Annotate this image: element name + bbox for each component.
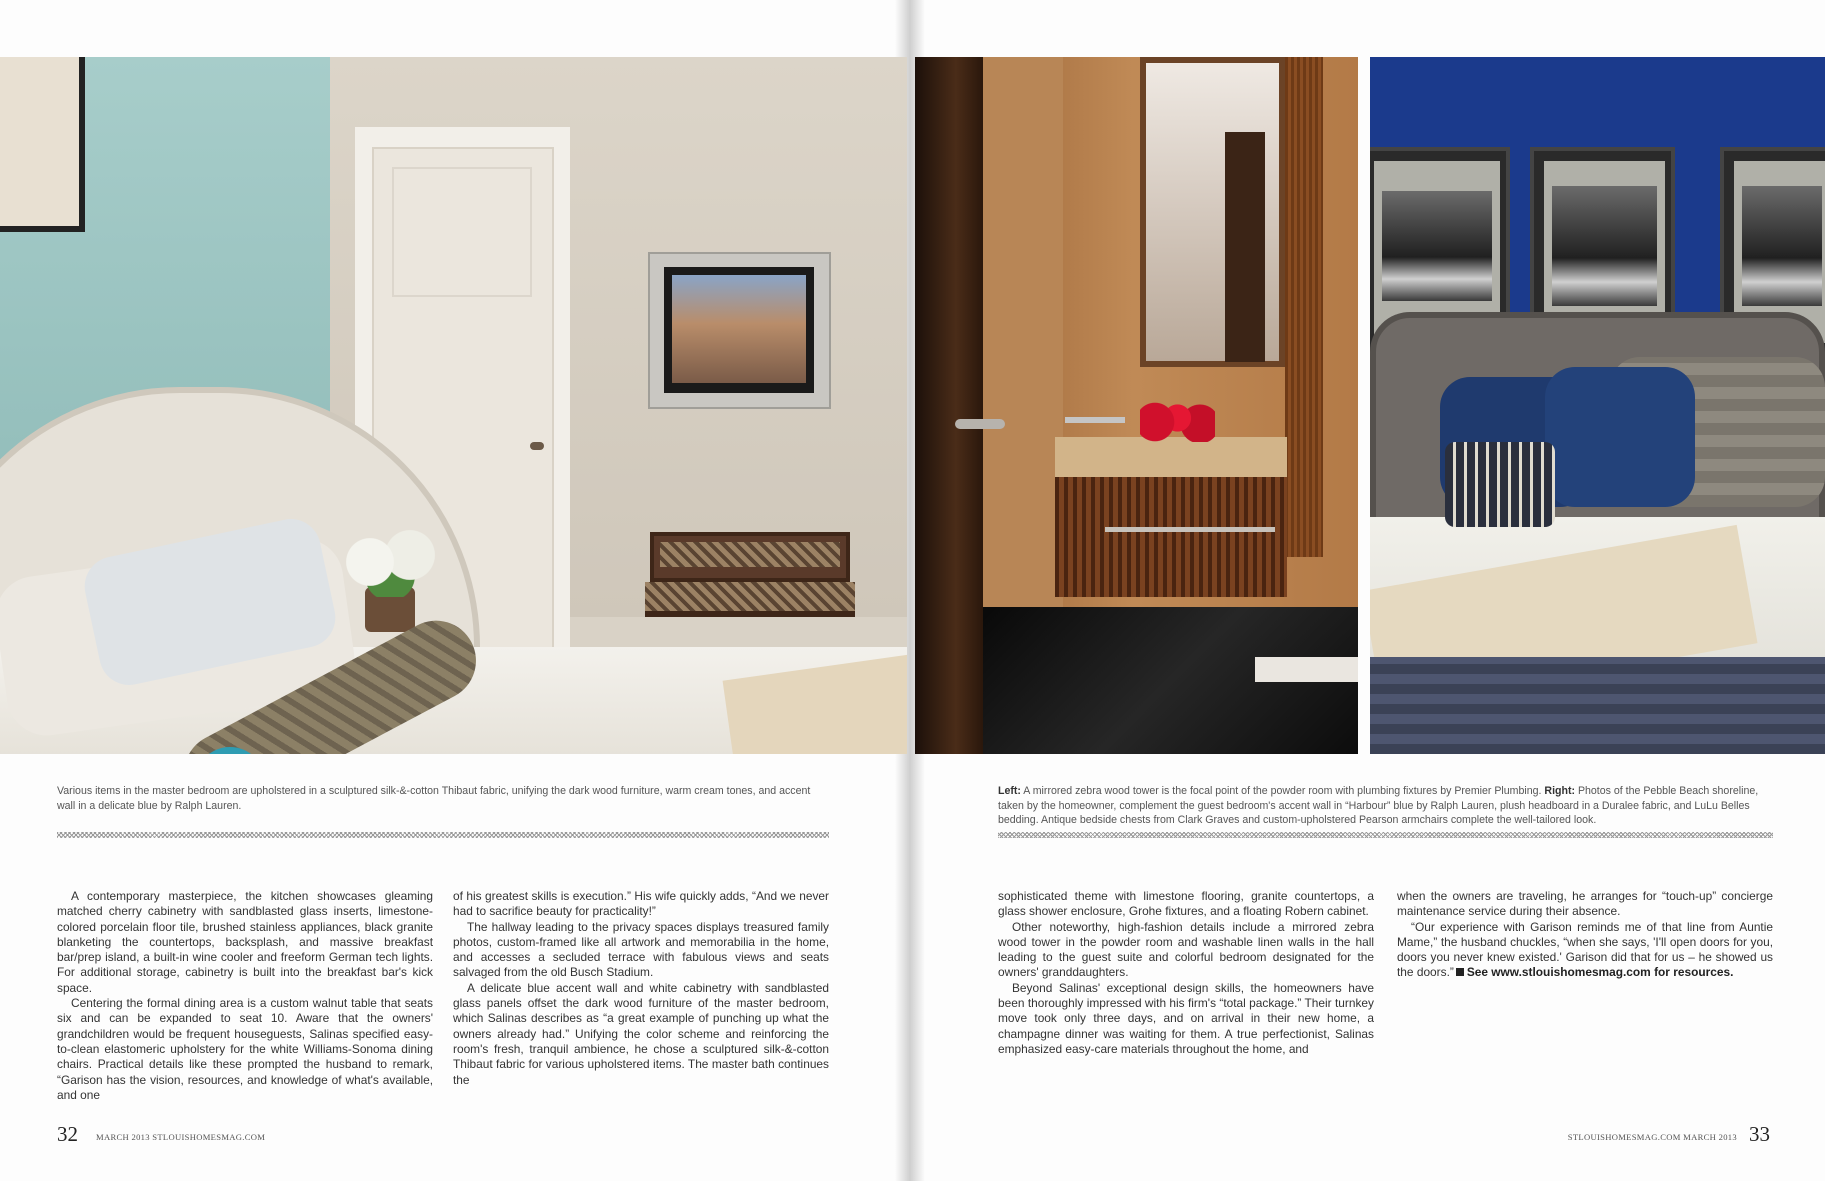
paragraph-text: “Our experience with Garison reminds me of that line from Auntie Mame,” the husband chuckles, “when she says, 'I'll open doors for you, doors you never knew existed.' Garison did that for us – he showed us the doors.” [1397,919,1773,980]
door-panel [392,167,532,297]
body-column-4 [1397,889,1773,981]
body-column-3 [998,889,1374,1057]
bench-seat [645,582,855,617]
caption-left: Various items in the master bedroom are upholstered in a sculptured silk-&-cotton Thibaut fabric, unifying the dark wood furniture, warm cream tones, and accent wall in a delicate blue by Ralph Lauren. [57,785,811,812]
zebra-wood-tower [1285,57,1323,557]
decorative-rule-right [998,832,1773,838]
striped-pillow [1445,442,1555,527]
caption-right [998,784,1773,828]
faucet [1065,417,1125,423]
paragraph: Other noteworthy, high-fashion details include a mirrored zebra wood tower in the powder room and washable linen walls in the hall leading to the guest suite and colorful bedroom designated for the owners' granddaughters. [998,919,1374,980]
resources-link[interactable]: See www.stlouishomesmag.com for resources. [1466,965,1734,980]
mirror-reflection-door [1225,132,1265,362]
page-number-left: 32 [57,1122,78,1146]
flowers [340,527,440,597]
door-knob [530,442,544,450]
vanity [1055,477,1287,597]
caption-text-left: A mirrored zebra wood tower is the focal point of the powder room with plumbing fixtures by Premier Plumbing. [1020,785,1545,797]
paragraph-final [1397,920,1773,981]
paragraph: Beyond Salinas' exceptional design skills, the homeowners have been thoroughly impressed with his firm's “total package.” Their turnkey move took only three days, and on arrival in their new home, a champagne dinner was waiting for them. A true perfectionist, Salinas emphasized easy-care materials throughout the home, and [998,980,1374,1056]
paragraph: The hallway leading to the privacy spaces displays treasured family photos, custom-framed like all artwork and memorabilia in the home, and accesses a secluded terrace with fabulous views and seats salvaged from the old Busch Stadium. [453,919,829,980]
baseboard [1255,657,1358,682]
decorative-rule-left [57,832,829,838]
red-roses [1140,402,1215,442]
paragraph: A contemporary masterpiece, the kitchen showcases gleaming matched cherry cabinetry with sandblasted glass inserts, limestone-colored porcelain floor tile, brushed stainless appliances, black granite blanketing the countertops, backsplash, and massive breakfast bar/prep island, a built-in wine cooler and freeform German tech lights. For additional storage, cabinetry is built into the breakfast bar's kick space. [57,889,433,995]
wall-art-left [0,57,85,232]
guest-bedroom-photo [1370,57,1825,754]
page-number-right: 33 [1749,1122,1770,1146]
powder-room-photo [915,57,1358,754]
folio-text-right: STLOUISHOMESMAG.COM MARCH 2013 [1567,1132,1737,1142]
open-door [915,57,983,754]
master-bedroom-photo [0,57,907,754]
folio-text-left: MARCH 2013 STLOUISHOMESMAG.COM [96,1132,266,1142]
door-handle [955,419,1005,429]
paragraph: sophisticated theme with limestone flooring, granite countertops, a glass shower enclosure, Grohe fixtures, and a floating Robern cabinet. [998,889,1374,919]
towel-bar [1105,527,1275,532]
caption-label-right: Right: [1544,785,1576,797]
caption-text-right: Photos of the Pebble Beach shoreline, taken by the homeowner, complement the guest bedroom's accent wall in “Harbour” blue by Ralph Lauren, plush headboard in a Duralee fabric, and LuLu Belles bedding. Antique bedside chests from Clark Graves and custom-upholstered Pearson armchairs complete the well-tailored look. [998,785,1759,826]
body-column-1 [57,889,433,1103]
side-wall [983,57,1063,677]
paragraph: Centering the formal dining area is a custom walnut table that seats six and can be expanded to seat 10. Aware that the owners' grandchildren would be frequent houseguests, Salinas specified easy-to-clean elastomeric upholstery for the white Williams-Sonoma dining chairs. Practical details like these prompted the husband to remark, “Garison has the vision, resources, and knowledge of what's available, and one [57,996,433,1102]
paragraph: of his greatest skills is execution.” His wife quickly adds, “And we never had to sacrifice beauty for practicality!” [453,889,829,919]
bench-back-pad [660,542,840,567]
painting-canvas [672,275,806,383]
countertop [1055,437,1287,477]
bed-skirt [1370,657,1825,754]
paragraph: A delicate blue accent wall and white cabinetry with sandblasted glass panels offset the dark wood furniture of the master bedroom, which Salinas describes as “a great example of punching up what the owners already had.” Unifying the color scheme and reinforcing the room's fresh, tranquil ambience, he chose a sculptured silk-&-cotton Thibaut fabric for various upholstered items. The master bath continues the [453,980,829,1087]
end-mark-icon [1456,968,1464,976]
caption-label-left: Left: [998,785,1021,797]
body-column-2 [453,889,829,1088]
paragraph: when the owners are traveling, he arranges for “touch-up” concierge maintenance service during their absence. [1397,889,1773,919]
navy-pillow-2 [1545,367,1695,507]
